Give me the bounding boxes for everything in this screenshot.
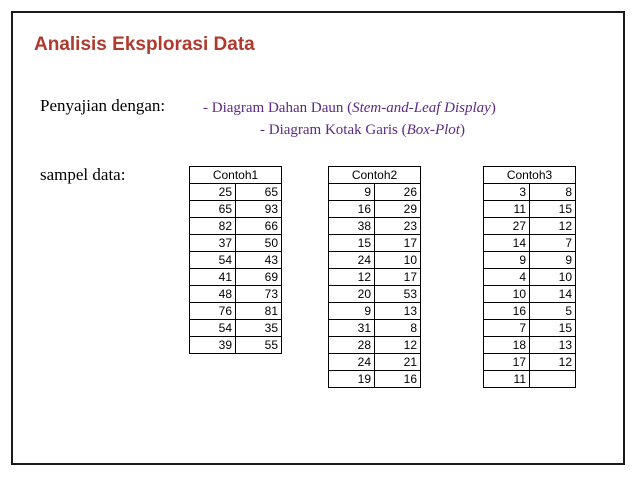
table-cell: 12	[530, 354, 576, 371]
table-cell: 38	[329, 218, 375, 235]
table-row	[190, 320, 282, 337]
table-cell: 28	[329, 337, 375, 354]
table-cell: 15	[530, 320, 576, 337]
table-row	[484, 337, 576, 354]
table-cell: 19	[329, 371, 375, 388]
table-cell: 12	[329, 269, 375, 286]
table-row	[484, 252, 576, 269]
table-row	[484, 354, 576, 371]
table-cell: 37	[190, 235, 236, 252]
table-cell: 24	[329, 252, 375, 269]
table-cell: 9	[530, 252, 576, 269]
table-cell: 55	[236, 337, 282, 354]
table-row	[484, 184, 576, 201]
method-item-term: Stem-and-Leaf Display	[352, 100, 491, 116]
table-header: Contoh3	[484, 167, 576, 184]
table-cell: 15	[530, 201, 576, 218]
table-cell: 31	[329, 320, 375, 337]
table-cell: 14	[484, 235, 530, 252]
table-row	[190, 184, 282, 201]
table-row	[484, 235, 576, 252]
table-row	[484, 269, 576, 286]
table-cell: 17	[484, 354, 530, 371]
table-cell: 9	[329, 184, 375, 201]
table-cell: 29	[375, 201, 421, 218]
table-row	[329, 320, 421, 337]
table-cell: 7	[530, 235, 576, 252]
table-cell: 14	[530, 286, 576, 303]
table-cell: 12	[530, 218, 576, 235]
table-row	[190, 235, 282, 252]
table-row	[329, 201, 421, 218]
table-cell: 93	[236, 201, 282, 218]
method-item-suffix: )	[490, 100, 496, 116]
table-cell: 8	[375, 320, 421, 337]
table-cell: 50	[236, 235, 282, 252]
table-cell: 18	[484, 337, 530, 354]
table-row	[329, 371, 421, 388]
table-cell: 10	[375, 252, 421, 269]
table-cell: 11	[484, 371, 530, 388]
table-cell: 26	[375, 184, 421, 201]
table-row	[329, 235, 421, 252]
sample-table-2	[328, 166, 421, 388]
table-row	[329, 354, 421, 371]
method-item-prefix: - Diagram Kotak Garis (	[260, 122, 407, 138]
table-cell: 16	[329, 201, 375, 218]
table-cell: 3	[484, 184, 530, 201]
method-item-box-plot	[203, 119, 496, 141]
table-row	[484, 201, 576, 218]
table-row	[329, 303, 421, 320]
table-row	[329, 218, 421, 235]
table-cell: 5	[530, 303, 576, 320]
method-item-prefix: - Diagram Dahan Daun (	[203, 100, 353, 116]
table-cell: 54	[190, 320, 236, 337]
table-row	[190, 337, 282, 354]
table-cell: 7	[484, 320, 530, 337]
method-item-term: Box-Plot	[406, 122, 460, 138]
method-item-stem-leaf	[203, 97, 496, 119]
method-list	[203, 97, 496, 141]
method-item-suffix: )	[459, 122, 465, 138]
sample-table-3	[483, 166, 576, 388]
sample-label: sampel data:	[40, 165, 126, 184]
table-cell: 11	[484, 201, 530, 218]
table-header: Contoh2	[329, 167, 421, 184]
table-cell: 48	[190, 286, 236, 303]
table-cell: 17	[375, 269, 421, 286]
table-cell: 17	[375, 235, 421, 252]
table-row	[190, 201, 282, 218]
table-cell: 76	[190, 303, 236, 320]
table-cell: 15	[329, 235, 375, 252]
table-cell	[530, 371, 576, 388]
table-cell: 43	[236, 252, 282, 269]
slide-title: Analisis Eksplorasi Data	[34, 34, 255, 55]
table-cell: 73	[236, 286, 282, 303]
table-cell: 35	[236, 320, 282, 337]
sample-table-1	[189, 166, 282, 354]
table-cell: 53	[375, 286, 421, 303]
table-cell: 41	[190, 269, 236, 286]
table-row	[190, 218, 282, 235]
table-cell: 8	[530, 184, 576, 201]
table-cell: 21	[375, 354, 421, 371]
table-cell: 16	[375, 371, 421, 388]
table-cell: 81	[236, 303, 282, 320]
table-cell: 4	[484, 269, 530, 286]
table-cell: 27	[484, 218, 530, 235]
table-cell: 16	[484, 303, 530, 320]
table-row	[484, 218, 576, 235]
table-header: Contoh1	[190, 167, 282, 184]
table-cell: 9	[329, 303, 375, 320]
table-row	[329, 286, 421, 303]
table-cell: 65	[236, 184, 282, 201]
table-row	[190, 269, 282, 286]
table-row	[484, 371, 576, 388]
table-cell: 65	[190, 201, 236, 218]
table-row	[484, 320, 576, 337]
table-cell: 20	[329, 286, 375, 303]
table-cell: 66	[236, 218, 282, 235]
table-cell: 39	[190, 337, 236, 354]
table-row	[329, 337, 421, 354]
table-row	[329, 184, 421, 201]
table-cell: 12	[375, 337, 421, 354]
table-cell: 25	[190, 184, 236, 201]
table-row	[329, 252, 421, 269]
presentation-label: Penyajian dengan:	[40, 96, 166, 115]
table-cell: 9	[484, 252, 530, 269]
table-cell: 24	[329, 354, 375, 371]
table-row	[190, 286, 282, 303]
table-row	[329, 269, 421, 286]
table-cell: 10	[530, 269, 576, 286]
table-row	[484, 303, 576, 320]
table-row	[190, 303, 282, 320]
table-cell: 10	[484, 286, 530, 303]
table-cell: 23	[375, 218, 421, 235]
table-cell: 13	[530, 337, 576, 354]
table-cell: 82	[190, 218, 236, 235]
table-cell: 69	[236, 269, 282, 286]
table-row	[190, 252, 282, 269]
table-row	[484, 286, 576, 303]
table-cell: 54	[190, 252, 236, 269]
table-cell: 13	[375, 303, 421, 320]
